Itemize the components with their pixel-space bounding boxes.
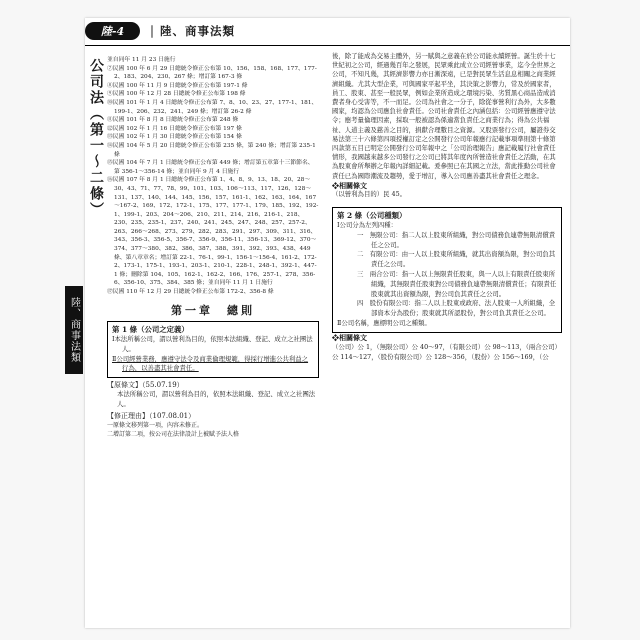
- amendment-entry: ⑭民國 104 年 5 月 20 日總統令修正公布第 235 條，第 240 條；增訂第 235-1 條: [107, 142, 316, 158]
- reason-heading: 【修正理由】（107.08.01）: [107, 412, 196, 421]
- header-title: 陸、商事法類: [160, 24, 235, 38]
- related-articles-heading-2: ❖相關條文: [332, 332, 367, 342]
- article-2-item: 三 兩合公司：指一人以上無限責任股東，與一人以上有限責任股東所組織，其無限責任股東對公司債務負連帶無限清償責任；有限責任股東就其出資額為限，對公司負其責任之公司。: [357, 270, 557, 298]
- article-2-item: 二 有限公司：由一人以上股東所組織，就其出資額為限，對公司負其責任之公司。: [357, 250, 556, 269]
- right-column: [332, 52, 562, 362]
- reason-item: 一原條文移列第一項，內容未修正。: [107, 421, 204, 429]
- article-2-box: [332, 207, 562, 333]
- amendment-history: [107, 56, 319, 297]
- amendment-entry: ⑪民國 101 年 8 月 8 日總統令修正公布第 248 條: [107, 117, 239, 124]
- amendment-entry: ⑧民國 100 年 11 月 9 日總統令修正公布第 197-1 條: [107, 82, 248, 89]
- related-articles-text-2: （公司）公 1，（無限公司）公 40～97，（有限公司）公 98～113，（兩合公司）公 114～127，（股份有限公司）公 128～356，（股份）公 156～169，（公: [332, 343, 561, 362]
- original-text-heading: 【原條文】（55.07.19）: [107, 381, 184, 390]
- article-2-heading: 第 2 條（公司種類）: [337, 211, 407, 221]
- chapter-badge: 陸-4: [85, 22, 140, 40]
- amendment-entry: ⑩民國 101 年 1 月 4 日總統令修正公布第 7、8、10、23、27、177-1、181、199-1、206、232、241、249 條；增訂第 26-2 條: [107, 99, 318, 115]
- article-2-intro: Ⅰ公司分為左列四種：: [337, 221, 398, 230]
- article-2-item: 一 無限公司：指二人以上股東所組織，對公司債務負連帶無限清償責任之公司。: [357, 230, 556, 249]
- chapter-heading: 第一章 總則: [171, 303, 255, 317]
- related-articles-heading: ❖相關條文: [332, 180, 367, 190]
- reason-continuation: 後，除了能成為交易主體外，另一賦與之意義在於公司能永續經營。誕生於十七世紀初之公司，經過幾百年之發展，民眾乘此成立公司經營事業，迄今全世界之公司，不知凡幾，其經濟影響力亦日漸深遠，已是對民眾生活息息相關之商業經濟組織。尤其大型企業，可與國家平起平坐，其決策之影響力，常及於國家者，員工、股東、甚至一般民眾，例如企業所造成之環境污染、劣質黑心商品造成消費者身心受害等，不一而足。公司為社會之一分子，除從事營利行為外，大多數國家，均認為公司應負社會責任。公司社會責任之內涵包括：公司經營應遵守法令；應考量倫理因素，採取一般被認為係適當負責任之商業行為；得為公共福祉、人道主義及慈善之目的，捐獻合理數目之資源。又股票發行公司，屬證券交易法第三十六條第四項授權訂定之公開發行公司年報應行記載事項準則第十條第四款第五目已明定公開發行公司年報中之「公司治理報告」應記載履行社會責任情形，我國越來越多公司發行之公司已將其年度內所營造社會責任之活動，在其為股東會所舉辦之年報內詳細記載。爰參照已在其國之立法，當此推動公司社會責任已為國際潮流及趨勢，愛于增訂，導入公司應善盡其社會責任之理念。: [332, 52, 556, 180]
- left-column: [107, 56, 319, 439]
- article-1-box: [107, 321, 319, 378]
- amendment-entry: ⑬民國 102 年 1 月 30 日總統令修正公布第 154 條: [107, 134, 242, 141]
- amendment-entry: ⑫民國 102 年 1 月 16 日總統令修正公布第 197 條: [107, 125, 242, 132]
- original-text: 本法所稱公司，謂以營利為目的，依照本法組織、登記、成立之社團法人。: [117, 389, 316, 408]
- book-page: [68, 18, 570, 628]
- amendment-entry: ⑰民國 110 年 12 月 29 日總統令修正公布第 172-2、356-8 條: [107, 289, 274, 296]
- vertical-law-title: 公司法（第一～二條）: [88, 58, 104, 218]
- article-2-paragraph-2: Ⅱ公司名稱，應標明公司之種類。: [337, 319, 431, 328]
- article-2-item: 四 股份有限公司：指二人以上股東或政府、法人股東一人所組織，全部資本分為股份；股東就其所認股份，對公司負其責任之公司。: [357, 299, 556, 318]
- amendment-entry: ⑯民國 107 年 8 月 1 日總統令修正公布第 1、4、8、9、13、18、20、28～30、43、71、77、78、99、101、103、106～113、117、126、128～131、137、140、144、145、156、157、161-1、162、163、164、167～167-2、169、172、172-1、175、177、177-1、179、185、192、192-1、199-1、203、204～206、210、211、214、216、216-1、218、230、235、235-1、237、240、241、245、247、248、257、257-2、263、266～268、273、279、282、283、291、297、309、311、316、343、356-3、356-5、356-7、356-9、356-11、356-13、369-12、370～374、377～380、382、386、387、388、391、392、393、438、449 條、第八章章名；增訂第 22-1、76-1、99-1、156-1～156-4、161-2、172-2、173-1、175-1、193-1、203-1、210-1、228-1、248-1、392-1、447-1 條；刪除第 104、105、162-1、162-2、166、176、257-1、278、356-6、356-10、375、384、385 條；並自同年 11 月 1 日施行: [107, 177, 319, 287]
- article-1-paragraph-2: Ⅱ公司經營業務，應遵守法令及商業倫理規範，得採行增進公共利益之行為，以善盡其社會責任。: [112, 354, 309, 373]
- amendment-entry: ⑨民國 100 年 12 月 28 日總統令修正公布第 198 條: [107, 91, 246, 98]
- amendment-entry: 並自同年 11 月 23 日施行: [107, 57, 176, 63]
- article-1-paragraph-1: Ⅰ本法所稱公司，謂以營利為目的，依照本法組織、登記、成立之社團法人。: [112, 335, 313, 353]
- header-separator: ｜: [146, 25, 159, 39]
- amendment-entry: ⑮民國 104 年 7 月 1 日總統令修正公布第 449 條；增訂第五章第十三節節名、第 356-1～356-14 條；並自同年 9 月 4 日施行: [107, 160, 314, 175]
- amendment-entry: ⑦民國 100 年 6 月 29 日總統令修正公布第 10、156、158、168、177、177-2、183、204、230、267 條；增訂第 167-3 條: [107, 65, 317, 81]
- header-rule: [85, 45, 570, 46]
- article-1-heading: 第 1 條（公司之定義）: [112, 325, 189, 335]
- side-section-tab: 陸、商事法類: [65, 286, 83, 374]
- reason-item: 二增訂第二項，按公司在法律設計上被賦予法人格: [107, 430, 240, 438]
- related-articles-text: （以營利為目的）民 45。: [332, 190, 407, 199]
